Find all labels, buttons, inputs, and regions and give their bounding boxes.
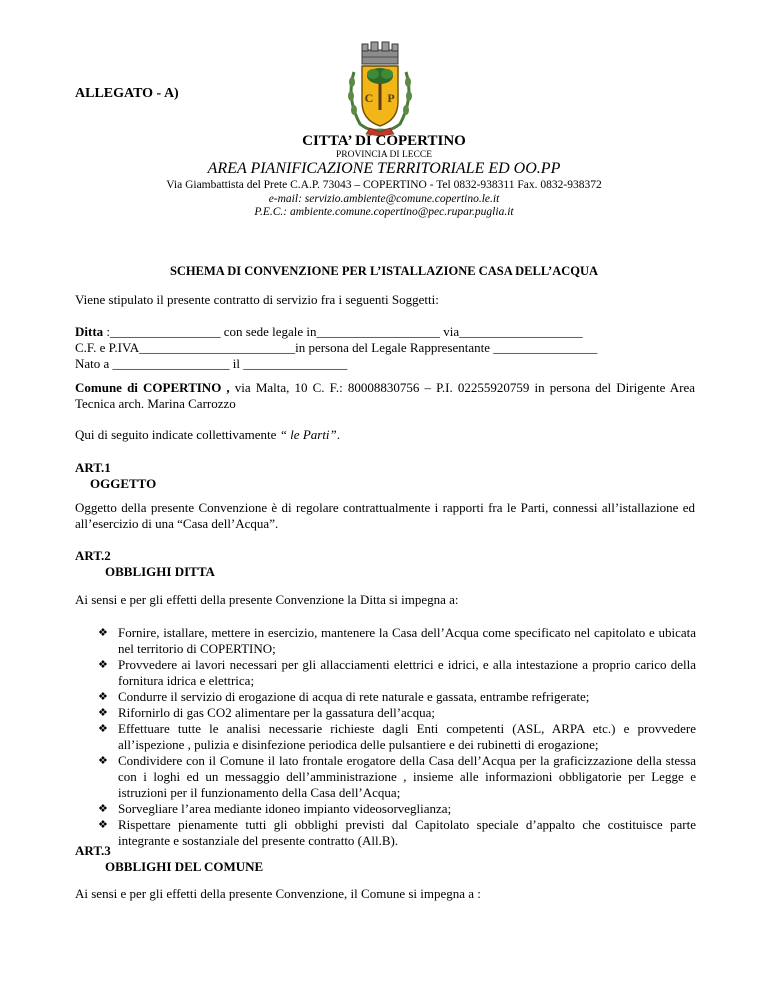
diamond-bullet-icon: ❖: [98, 707, 108, 719]
ditta-line-1: [75, 324, 695, 340]
art2-obligations-list: [98, 625, 696, 849]
diamond-bullet-icon: ❖: [98, 819, 108, 831]
parti-end: .: [336, 427, 341, 442]
comune-text: via Malta, 10 C. F.: 80008830756 – P.I. 02255920759 in persona del Dirigente Area Tecnica arch. Marina Carrozzo: [75, 380, 695, 411]
allegato-label: ALLEGATO - A): [75, 86, 179, 101]
art2-number: ART.2: [75, 548, 111, 563]
art1-text: Oggetto della presente Convenzione è di regolare contrattualmente i rapporti fra le Parti, connessi all’istallazione ed all’esercizio di una “Casa dell’Acqua”.: [75, 500, 695, 531]
ditta-line-2: C.F. e P.IVA________________________in persona del Legale Rappresentante ________________: [75, 340, 598, 355]
comune-label: Comune di COPERTINO ,: [75, 380, 230, 395]
diamond-bullet-icon: ❖: [98, 627, 108, 639]
art1-heading: [75, 460, 695, 492]
parti-italic: “ le Parti”: [279, 427, 337, 442]
art1-number: ART.1: [75, 460, 111, 475]
art2-title: OBBLIGHI DITTA: [105, 564, 215, 579]
province-name: PROVINCIA DI LECCE: [335, 150, 433, 160]
department-name: AREA PIANIFICAZIONE TERRITORIALE ED OO.PP: [207, 160, 561, 177]
art2-intro: Ai sensi e per gli effetti della presente Convenzione la Ditta si impegna a:: [75, 592, 459, 607]
art3-intro: Ai sensi e per gli effetti della presente Convenzione, il Comune si impegna a :: [75, 886, 481, 901]
city-crest-logo: [340, 38, 420, 138]
diamond-bullet-icon: ❖: [98, 723, 108, 735]
office-pec: P.E.C.: ambiente.comune.copertino@pec.rupar.puglia.it: [254, 206, 514, 218]
diamond-bullet-icon: ❖: [98, 755, 108, 767]
crest-letter-c: C: [364, 91, 374, 105]
list-item: ❖ Provvedere ai lavori necessari per gli allacciamenti elettrici e idrici, e alla intestazione a proprio carico della fornitura idrica e elettrica;: [98, 657, 696, 688]
list-item: ❖ Rispettare pienamente tutti gli obblighi previsti dal Capitolato speciale d’appalto che costituisce parte integrante e sostanziale del presente contratto (All.B).: [98, 817, 696, 848]
parti-paragraph: [75, 427, 695, 443]
office-address: Via Giambattista del Prete C.A.P. 73043 – COPERTINO - Tel 0832-938311 Fax. 0832-938372: [166, 179, 602, 191]
office-email: e-mail: servizio.ambiente@comune.copertino.le.it: [268, 193, 500, 205]
comune-paragraph: [75, 380, 695, 412]
diamond-bullet-icon: ❖: [98, 691, 108, 703]
ditta-line-1-text: :_________________ con sede legale in___________________ via___________________: [103, 324, 583, 339]
diamond-bullet-icon: ❖: [98, 803, 108, 815]
intro-paragraph: Viene stipulato il presente contratto di servizio fra i seguenti Soggetti:: [75, 292, 439, 307]
list-item: ❖ Condurre il servizio di erogazione di acqua di rete naturale e gassata, entrambe refrigerate;: [98, 689, 590, 704]
ditta-block: [75, 324, 695, 372]
ditta-label: Ditta: [75, 324, 104, 339]
ditta-line-3: Nato a __________________ il ________________: [75, 356, 348, 371]
parti-text: Qui di seguito indicate collettivamente: [75, 427, 280, 442]
document-title: SCHEMA DI CONVENZIONE PER L’ISTALLAZIONE CASA DELL’ACQUA: [169, 264, 599, 278]
list-item: ❖ Effettuare tutte le analisi necessarie richieste dagli Enti competenti (ASL, ARPA etc.) e provvedere all’ispezione , pulizia e disinfezione periodica delle pulsantiere e dei rubinetti di erogazione;: [98, 721, 696, 752]
list-item: ❖ Sorvegliare l’area mediante idoneo impianto videosorveglianza;: [98, 801, 452, 816]
crown-icon: [362, 42, 398, 64]
crest-letter-p: P: [387, 91, 395, 105]
list-item: ❖ Fornire, istallare, mettere in esercizio, mantenere la Casa dell’Acqua come specificato nel capitolato e ubicata nel territorio di COPERTINO;: [98, 625, 696, 656]
city-name: CITTA’ DI COPERTINO: [302, 133, 466, 149]
art1-title: OGGETTO: [90, 476, 157, 491]
art3-number: ART.3: [75, 843, 111, 858]
art3-heading: [75, 843, 695, 875]
diamond-bullet-icon: ❖: [98, 659, 108, 671]
list-item: ❖ Rifornirlo di gas CO2 alimentare per la gassatura dell’acqua;: [98, 705, 435, 720]
list-item: ❖ Condividere con il Comune il lato frontale erogatore della Casa dell’Acqua per la graficizzazione della stessa con i loghi ed un messaggio dell’amministrazione , insieme alle informazioni obbligatorie per Legge e istruzioni per il funzionamento della Casa dell’Acqua;: [98, 753, 696, 800]
art2-heading: [75, 548, 695, 580]
art3-title: OBBLIGHI DEL COMUNE: [105, 859, 264, 874]
